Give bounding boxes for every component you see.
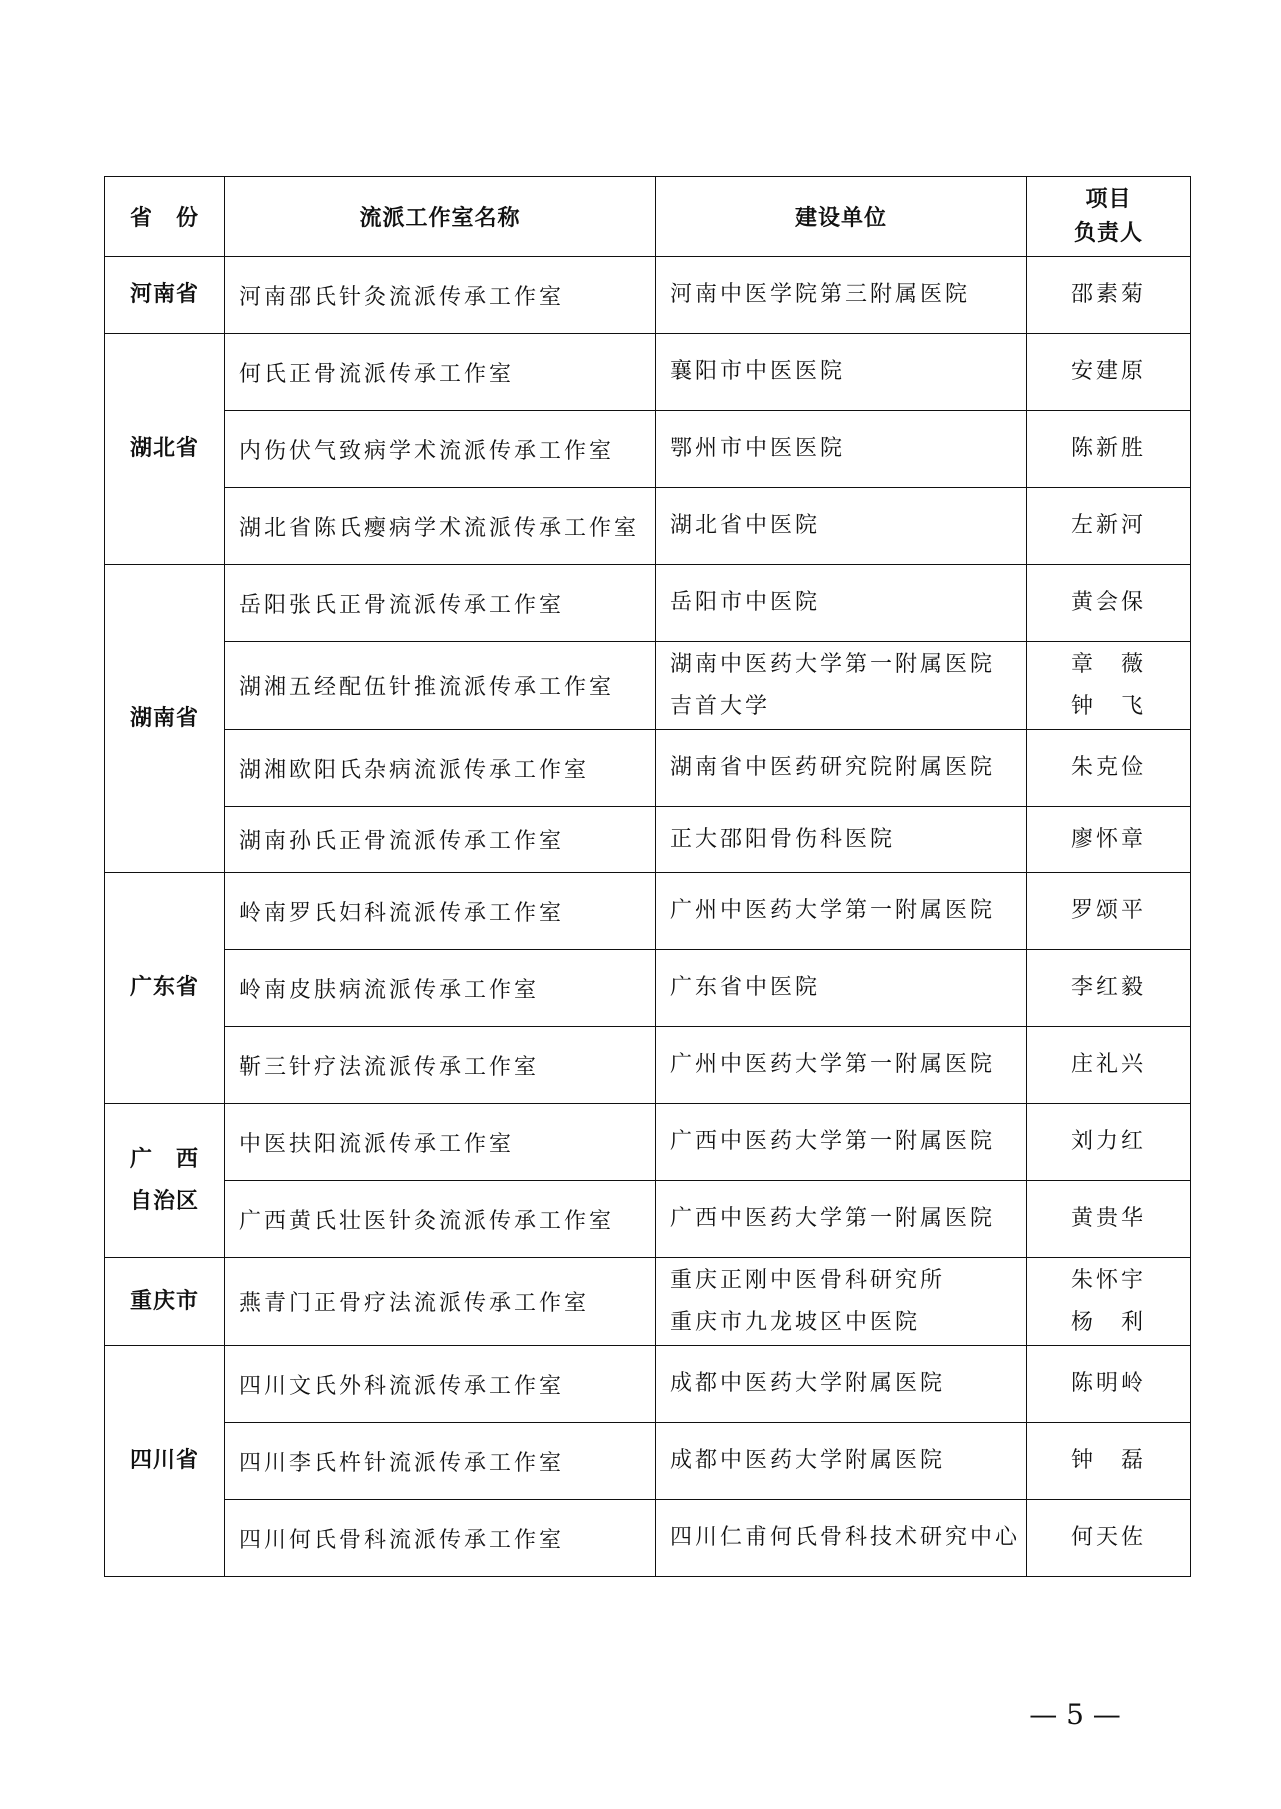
construction-unit-cell — [656, 807, 1027, 873]
table-row — [105, 1500, 1191, 1577]
project-lead-cell — [1027, 873, 1191, 950]
project-lead-name: 黄会保 — [1070, 590, 1146, 615]
page-number: — 5 — — [1029, 1698, 1121, 1731]
table-row — [105, 488, 1191, 565]
table-row — [105, 411, 1191, 488]
province-label: 自治区 — [129, 1188, 199, 1214]
construction-unit-cell — [656, 1104, 1027, 1181]
construction-unit-cell — [656, 730, 1027, 807]
project-lead-cell — [1027, 1181, 1191, 1258]
table-row — [105, 1423, 1191, 1500]
studio-name-cell: 四川文氏外科流派传承工作室 — [225, 1346, 656, 1423]
construction-unit-cell — [656, 411, 1027, 488]
province-cell — [105, 257, 225, 334]
project-lead-name: 罗颂平 — [1070, 898, 1146, 923]
construction-unit-line: 广州中医药大学第一附属医院 — [670, 1052, 996, 1077]
project-lead-cell — [1027, 1104, 1191, 1181]
province-cell — [105, 565, 225, 873]
project-lead-name: 左新河 — [1070, 513, 1146, 538]
construction-unit-cell — [656, 1027, 1027, 1104]
table-row — [105, 1027, 1191, 1104]
project-lead-name: 钟 磊 — [1070, 1448, 1146, 1473]
construction-unit-cell — [656, 488, 1027, 565]
project-lead-name: 廖怀章 — [1070, 826, 1146, 852]
table-row — [105, 807, 1191, 873]
table-row — [105, 1346, 1191, 1423]
project-lead-name: 章 薇 — [1070, 651, 1146, 677]
project-lead-cell — [1027, 257, 1191, 334]
province-label: 河南省 — [129, 282, 199, 307]
project-lead-cell — [1027, 1258, 1191, 1346]
construction-unit-line: 岳阳市中医院 — [670, 590, 821, 615]
project-lead-cell — [1027, 411, 1191, 488]
studio-name-cell: 何氏正骨流派传承工作室 — [225, 334, 656, 411]
studio-name-cell: 岭南罗氏妇科流派传承工作室 — [225, 873, 656, 950]
province-cell — [105, 1104, 225, 1258]
construction-unit-cell — [656, 257, 1027, 334]
studio-name-cell: 内伤伏气致病学术流派传承工作室 — [225, 411, 656, 488]
table-body — [105, 257, 1191, 1577]
project-lead-cell — [1027, 1346, 1191, 1423]
project-lead-cell — [1027, 488, 1191, 565]
province-cell — [105, 873, 225, 1104]
construction-unit-cell — [656, 1346, 1027, 1423]
project-lead-name: 刘力红 — [1070, 1129, 1146, 1154]
construction-unit-line: 重庆市九龙坡区中医院 — [670, 1309, 921, 1335]
construction-unit-line: 吉首大学 — [670, 693, 771, 719]
province-cell — [105, 334, 225, 565]
province-label: 重庆市 — [129, 1288, 199, 1314]
construction-unit-line: 广州中医药大学第一附属医院 — [670, 898, 996, 923]
studio-name-cell: 四川何氏骨科流派传承工作室 — [225, 1500, 656, 1577]
studio-name-cell: 靳三针疗法流派传承工作室 — [225, 1027, 656, 1104]
project-lead-name: 陈明岭 — [1070, 1371, 1146, 1396]
project-lead-cell — [1027, 565, 1191, 642]
project-lead-name: 陈新胜 — [1070, 436, 1146, 461]
project-lead-cell — [1027, 1500, 1191, 1577]
studio-name-cell: 岭南皮肤病流派传承工作室 — [225, 950, 656, 1027]
project-lead-cell — [1027, 1423, 1191, 1500]
construction-unit-cell — [656, 1258, 1027, 1346]
studio-name-cell: 湖南孙氏正骨流派传承工作室 — [225, 807, 656, 873]
construction-unit-cell — [656, 1181, 1027, 1258]
construction-unit-line: 广西中医药大学第一附属医院 — [670, 1129, 996, 1154]
construction-unit-line: 湖北省中医院 — [670, 513, 821, 538]
studio-name-cell: 四川李氏杵针流派传承工作室 — [225, 1423, 656, 1500]
construction-unit-cell — [656, 334, 1027, 411]
project-lead-name: 朱怀宇 — [1070, 1267, 1146, 1293]
table-row — [105, 334, 1191, 411]
project-lead-name: 安建原 — [1070, 359, 1146, 384]
studio-name-cell: 湖北省陈氏瘿病学术流派传承工作室 — [225, 488, 656, 565]
studio-name-cell: 燕青门正骨疗法流派传承工作室 — [225, 1258, 656, 1346]
studio-name-cell: 岳阳张氏正骨流派传承工作室 — [225, 565, 656, 642]
province-cell — [105, 1258, 225, 1346]
province-label: 四川省 — [129, 1448, 199, 1473]
table-row — [105, 642, 1191, 730]
table-row — [105, 1104, 1191, 1181]
studio-name-cell: 中医扶阳流派传承工作室 — [225, 1104, 656, 1181]
studio-name-cell: 湖湘五经配伍针推流派传承工作室 — [225, 642, 656, 730]
project-lead-name: 钟 飞 — [1070, 693, 1146, 719]
studio-list-table — [104, 176, 1191, 1577]
project-lead-cell — [1027, 334, 1191, 411]
table-row — [105, 1181, 1191, 1258]
construction-unit-line: 四川仁甫何氏骨科技术研究中心 — [670, 1525, 1021, 1550]
project-lead-cell — [1027, 1027, 1191, 1104]
province-label: 广 西 — [129, 1146, 199, 1172]
construction-unit-cell — [656, 642, 1027, 730]
construction-unit-line: 河南中医学院第三附属医院 — [670, 282, 971, 307]
studio-name-cell: 广西黄氏壮医针灸流派传承工作室 — [225, 1181, 656, 1258]
construction-unit-line: 广西中医药大学第一附属医院 — [670, 1206, 996, 1231]
header-studio-name: 流派工作室名称 — [225, 177, 656, 257]
province-cell — [105, 1346, 225, 1577]
project-lead-name: 黄贵华 — [1070, 1206, 1146, 1231]
table-row — [105, 730, 1191, 807]
construction-unit-cell — [656, 873, 1027, 950]
header-project-lead-line2: 负责人 — [1073, 220, 1143, 246]
project-lead-cell — [1027, 730, 1191, 807]
project-lead-name: 杨 利 — [1070, 1309, 1146, 1335]
construction-unit-line: 广东省中医院 — [670, 975, 821, 1000]
construction-unit-cell — [656, 1423, 1027, 1500]
construction-unit-line: 成都中医药大学附属医院 — [670, 1371, 946, 1396]
table-row — [105, 1258, 1191, 1346]
table-header-row — [105, 177, 1191, 257]
project-lead-cell — [1027, 642, 1191, 730]
construction-unit-line: 鄂州市中医医院 — [670, 436, 846, 461]
project-lead-cell — [1027, 950, 1191, 1027]
province-label: 湖北省 — [129, 436, 199, 461]
construction-unit-cell — [656, 950, 1027, 1027]
construction-unit-line: 襄阳市中医医院 — [670, 359, 846, 384]
project-lead-name: 李红毅 — [1070, 975, 1146, 1000]
construction-unit-cell — [656, 565, 1027, 642]
project-lead-name: 庄礼兴 — [1070, 1052, 1146, 1077]
table-row — [105, 873, 1191, 950]
construction-unit-line: 湖南省中医药研究院附属医院 — [670, 755, 996, 780]
header-project-lead-line1: 项目 — [1085, 186, 1132, 212]
project-lead-name: 何天佐 — [1070, 1525, 1146, 1550]
studio-name-cell: 河南邵氏针灸流派传承工作室 — [225, 257, 656, 334]
table-row — [105, 257, 1191, 334]
province-label: 广东省 — [129, 975, 199, 1000]
project-lead-cell — [1027, 807, 1191, 873]
project-lead-name: 邵素菊 — [1070, 282, 1146, 307]
construction-unit-line: 成都中医药大学附属医院 — [670, 1448, 946, 1473]
province-label: 湖南省 — [129, 705, 199, 731]
construction-unit-line: 重庆正刚中医骨科研究所 — [670, 1267, 946, 1293]
construction-unit-line: 湖南中医药大学第一附属医院 — [670, 651, 996, 677]
project-lead-name: 朱克俭 — [1070, 755, 1146, 780]
header-construction-unit: 建设单位 — [656, 177, 1027, 257]
header-province: 省 份 — [105, 177, 225, 257]
header-project-lead — [1027, 177, 1191, 257]
table-row — [105, 565, 1191, 642]
studio-name-cell: 湖湘欧阳氏杂病流派传承工作室 — [225, 730, 656, 807]
construction-unit-line: 正大邵阳骨伤科医院 — [670, 826, 896, 852]
table-row — [105, 950, 1191, 1027]
construction-unit-cell — [656, 1500, 1027, 1577]
